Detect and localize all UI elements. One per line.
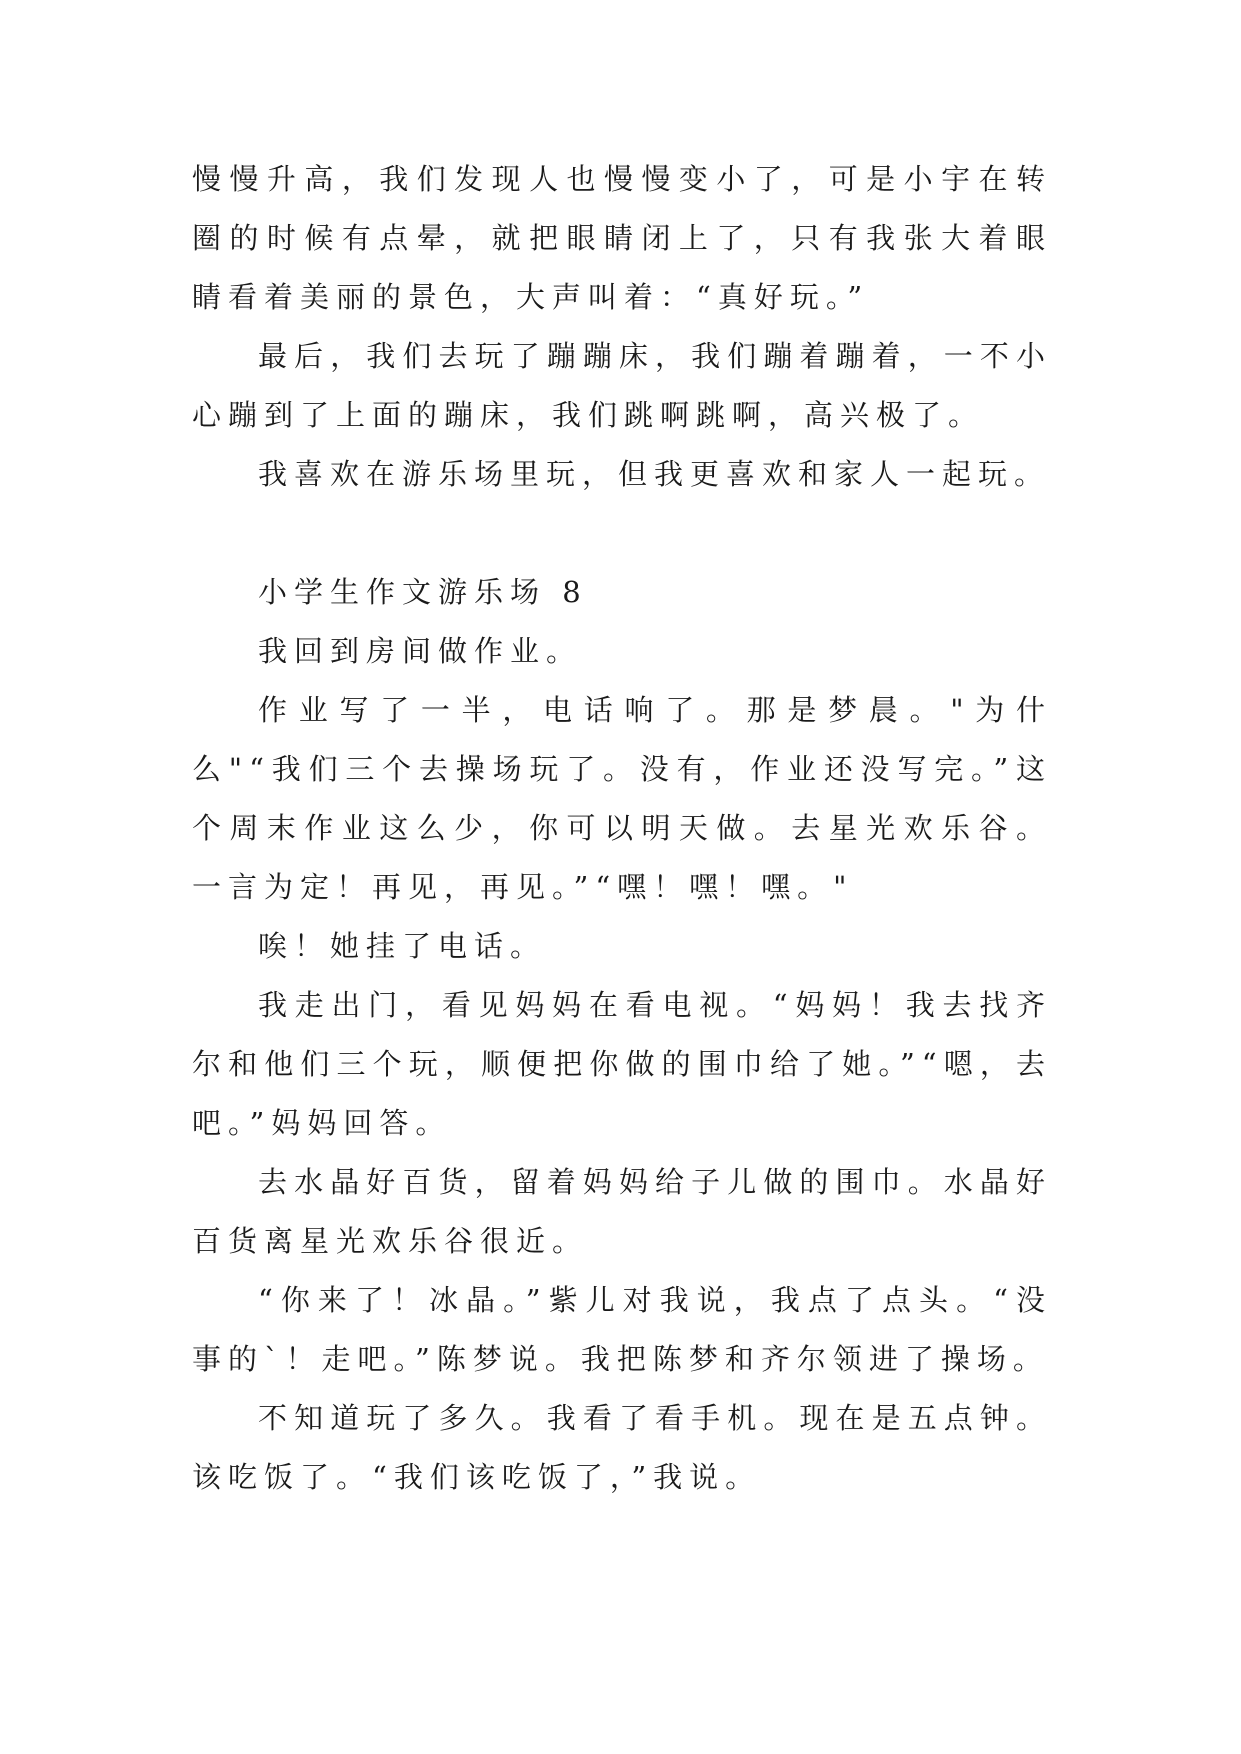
essay-section-2: [192, 563, 1052, 1507]
essay-section-1: [192, 150, 1052, 504]
paragraph: 我走出门，看见妈妈在看电视。“妈妈！我去找齐尔和他们三个玩，顺便把你做的围巾给了她。”“嗯，去吧。”妈妈回答。: [192, 988, 1052, 1140]
paragraph: “你来了！冰晶。”紫儿对我说，我点了点头。“没事的`！走吧。”陈梦说。我把陈梦和齐尔领进了操场。: [192, 1283, 1052, 1376]
paragraph: 作业写了一半，电话响了。那是梦晨。"为什么"“我们三个去操场玩了。没有，作业还没写完。”这个周末作业这么少，你可以明天做。去星光欢乐谷。一言为定！再见，再见。”“嘿！嘿！嘿。": [192, 693, 1052, 904]
paragraph: 最后，我们去玩了蹦蹦床，我们蹦着蹦着，一不小心蹦到了上面的蹦床，我们跳啊跳啊，高兴极了。: [192, 339, 1052, 432]
paragraph: 慢慢升高，我们发现人也慢慢变小了，可是小宇在转圈的时候有点晕，就把眼睛闭上了，只有我张大着眼睛看着美丽的景色，大声叫着：“真好玩。”: [192, 162, 1052, 314]
paragraph: 我回到房间做作业。: [258, 634, 583, 668]
paragraph: 去水晶好百货，留着妈妈给子儿做的围巾。水晶好百货离星光欢乐谷很近。: [192, 1165, 1052, 1258]
document-page: [192, 150, 1052, 1507]
paragraph: 不知道玩了多久。我看了看手机。现在是五点钟。该吃饭了。“我们该吃饭了，”我说。: [192, 1401, 1052, 1494]
essay-title: 小学生作文游乐场 8: [258, 575, 588, 609]
paragraph: 唉！她挂了电话。: [258, 929, 547, 963]
paragraph: 我喜欢在游乐场里玩，但我更喜欢和家人一起玩。: [258, 457, 1051, 491]
section-gap: [192, 504, 1052, 563]
